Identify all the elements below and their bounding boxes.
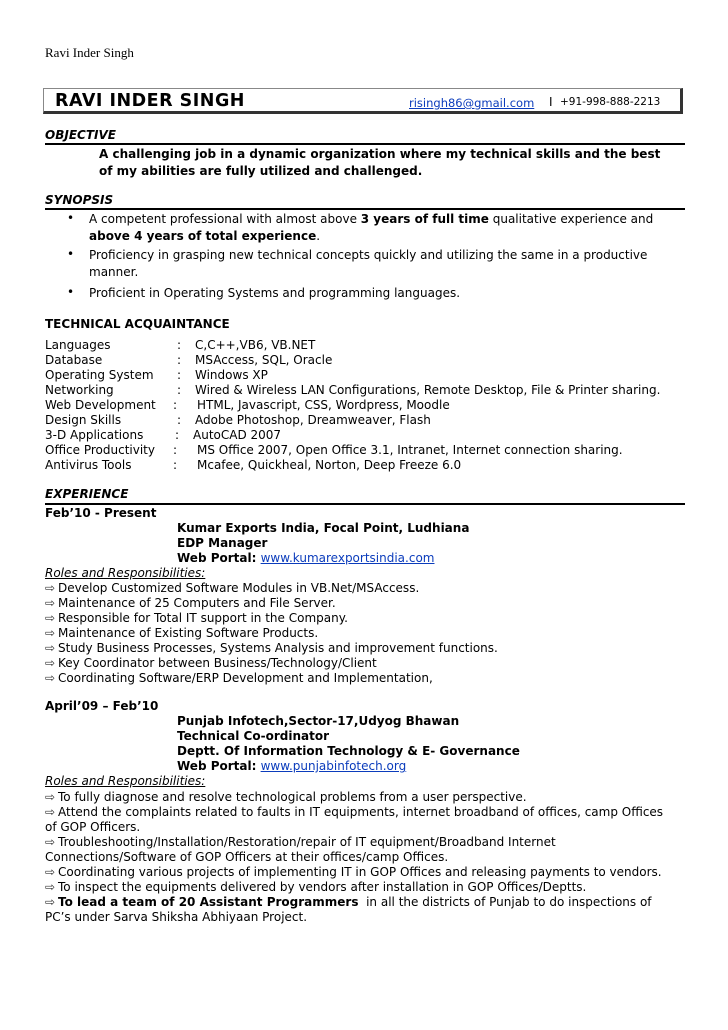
job-1-portal <box>177 551 434 565</box>
skill-value: MSAccess, SQL, Oracle <box>195 353 333 367</box>
skill-row <box>45 413 685 428</box>
job-2-item-bold: To lead a team of 20 Assistant Programmers <box>58 895 359 909</box>
job-2-roles-label: Roles and Responsibilities: <box>45 774 206 788</box>
synopsis-item-1-bold-2: above 4 years of total experience <box>89 229 317 243</box>
bullet-icon: • <box>67 211 75 225</box>
skill-label: Design Skills <box>45 413 122 427</box>
arrow-icon: ⇨ <box>45 656 56 670</box>
skill-colon: : <box>173 398 178 412</box>
job-1-item <box>45 671 685 686</box>
skill-colon: : <box>173 443 178 457</box>
synopsis-item-2-line-2: manner. <box>89 265 139 279</box>
skill-row <box>45 368 685 383</box>
skill-value: Mcafee, Quickheal, Norton, Deep Freeze 6.0 <box>197 458 462 472</box>
skill-value: HTML, Javascript, CSS, Wordpress, Moodle <box>197 398 450 412</box>
job-1-item <box>45 596 685 611</box>
portal-label: Web Portal: <box>177 759 257 773</box>
objective-line-1: A challenging job in a dynamic organization where my technical skills and the best <box>99 147 661 161</box>
skill-row <box>45 443 685 458</box>
skill-colon: : <box>177 368 182 382</box>
skill-value: Windows XP <box>195 368 268 382</box>
synopsis-item-2 <box>89 247 679 281</box>
objective-rule <box>45 143 685 145</box>
running-head: Ravi Inder Singh <box>45 45 134 60</box>
skill-value: MS Office 2007, Open Office 3.1, Intranet, Internet connection sharing. <box>197 443 623 457</box>
skill-label: Languages <box>45 338 111 352</box>
bullet-icon: • <box>67 247 75 261</box>
skill-row <box>45 458 685 473</box>
job-1-item-text: Study Business Processes, Systems Analysis and improvement functions. <box>58 641 498 655</box>
phone-number: +91-998-888-2213 <box>560 96 661 108</box>
job-1-item-text: Develop Customized Software Modules in VB.Net/MSAccess. <box>58 581 420 595</box>
job-2-item-cont: of GOP Officers. <box>45 820 141 834</box>
arrow-icon: ⇨ <box>45 671 56 685</box>
arrow-icon: ⇨ <box>45 790 56 804</box>
job-1-item <box>45 611 685 626</box>
objective-heading: OBJECTIVE <box>45 128 116 142</box>
arrow-icon: ⇨ <box>45 626 56 640</box>
skill-row <box>45 428 685 443</box>
job-2-portal <box>177 759 406 773</box>
job-1-item <box>45 581 685 596</box>
arrow-icon: ⇨ <box>45 641 56 655</box>
skill-row <box>45 383 685 398</box>
job-2-item-text: Coordinating various projects of implementing IT in GOP Offices and releasing payments to vendors. <box>58 865 662 879</box>
technical-heading: TECHNICAL ACQUAINTANCE <box>45 317 230 331</box>
candidate-name: RAVI INDER SINGH <box>55 91 245 111</box>
job-1-roles-label: Roles and Responsibilities: <box>45 566 206 580</box>
job-2-item <box>45 865 685 880</box>
job-2-period: April’09 – Feb’10 <box>45 699 159 713</box>
job-1-period: Feb’10 - Present <box>45 506 157 520</box>
job-2-item-text: Troubleshooting/Installation/Restoration/repair of IT equipment/Broadband Internet <box>58 835 556 849</box>
job-2-item <box>45 880 685 895</box>
job-2-item-text: To inspect the equipments delivered by vendors after installation in GOP Offices/Deptts. <box>58 880 587 894</box>
job-1-item-text: Maintenance of Existing Software Products. <box>58 626 319 640</box>
skill-label: Web Development <box>45 398 156 412</box>
bullet-icon: • <box>67 285 75 299</box>
job-1-item-text: Key Coordinator between Business/Technology/Client <box>58 656 377 670</box>
arrow-icon: ⇨ <box>45 880 56 894</box>
synopsis-item-1 <box>89 211 679 245</box>
skill-label: 3-D Applications <box>45 428 144 442</box>
synopsis-item-1-bold: 3 years of full time <box>360 212 489 226</box>
skill-label: Networking <box>45 383 114 397</box>
skill-colon: : <box>177 338 182 352</box>
job-1-item <box>45 626 685 641</box>
skill-value: Wired & Wireless LAN Configurations, Remote Desktop, File & Printer sharing. <box>195 383 661 397</box>
synopsis-item-1-end: . <box>316 229 321 243</box>
skill-label: Operating System <box>45 368 154 382</box>
job-2-item-text: Attend the complaints related to faults in IT equipments, internet broadband of offices, camp Offices <box>58 805 664 819</box>
skill-row <box>45 398 685 413</box>
skill-value: C,C++,VB6, VB.NET <box>195 338 316 352</box>
job-1-company: Kumar Exports India, Focal Point, Ludhiana <box>177 521 470 535</box>
job-2-company: Punjab Infotech,Sector-17,Udyog Bhawan <box>177 714 460 728</box>
job-1-item-text: Responsible for Total IT support in the Company. <box>58 611 348 625</box>
synopsis-heading: SYNOPSIS <box>45 193 114 207</box>
job-1-title: EDP Manager <box>177 536 268 550</box>
synopsis-rule <box>45 208 685 210</box>
job-1-item-text: Coordinating Software/ERP Development and Implementation, <box>58 671 433 685</box>
job-1-item-text: Maintenance of 25 Computers and File Server. <box>58 596 336 610</box>
arrow-icon: ⇨ <box>45 805 56 819</box>
skill-colon: : <box>173 458 178 472</box>
skill-row <box>45 353 685 368</box>
portal-link[interactable]: www.kumarexportsindia.com <box>260 551 435 565</box>
objective-line-2: of my abilities are fully utilized and challenged. <box>99 164 423 178</box>
job-2-department: Deptt. Of Information Technology & E- Governance <box>177 744 520 758</box>
skill-colon: : <box>177 383 182 397</box>
email-link[interactable]: risingh86@gmail.com <box>409 96 535 110</box>
header-separator: I <box>549 95 553 109</box>
job-1-item <box>45 656 685 671</box>
experience-heading: EXPERIENCE <box>45 487 129 501</box>
job-2-item-cont: PC’s under Sarva Shiksha Abhiyaan Project. <box>45 910 308 924</box>
skill-value: Adobe Photoshop, Dreamweaver, Flash <box>195 413 431 427</box>
experience-rule <box>45 503 685 505</box>
arrow-icon: ⇨ <box>45 596 56 610</box>
skill-label: Antivirus Tools <box>45 458 132 472</box>
skill-colon: : <box>177 353 182 367</box>
skill-label: Office Productivity <box>45 443 155 457</box>
job-2-item <box>45 790 685 805</box>
job-1-item <box>45 641 685 656</box>
skill-value: AutoCAD 2007 <box>193 428 282 442</box>
synopsis-item-2-line-1: Proficiency in grasping new technical concepts quickly and utilizing the same in a productive <box>89 248 648 262</box>
job-2-item <box>45 835 685 850</box>
job-2-title: Technical Co-ordinator <box>177 729 329 743</box>
portal-link[interactable]: www.punjabinfotech.org <box>260 759 407 773</box>
job-2-item <box>45 805 685 820</box>
portal-label: Web Portal: <box>177 551 257 565</box>
job-2-item-text: To fully diagnose and resolve technological problems from a user perspective. <box>58 790 527 804</box>
arrow-icon: ⇨ <box>45 581 56 595</box>
skill-colon: : <box>175 428 180 442</box>
synopsis-item-1-text: A competent professional with almost above <box>89 212 361 226</box>
synopsis-item-3: Proficient in Operating Systems and programming languages. <box>89 286 461 300</box>
arrow-icon: ⇨ <box>45 835 56 849</box>
arrow-icon: ⇨ <box>45 865 56 879</box>
job-2-item-cont: Connections/Software of GOP Officers at their offices/camp Offices. <box>45 850 449 864</box>
arrow-icon: ⇨ <box>45 611 56 625</box>
job-2-item <box>45 895 685 910</box>
skill-colon: : <box>177 413 182 427</box>
job-2-item-text: in all the districts of Punjab to do inspections of <box>358 895 652 909</box>
skill-label: Database <box>45 353 103 367</box>
synopsis-item-1-mid: qualitative experience and <box>488 212 654 226</box>
skill-row <box>45 338 685 353</box>
arrow-icon: ⇨ <box>45 895 56 909</box>
